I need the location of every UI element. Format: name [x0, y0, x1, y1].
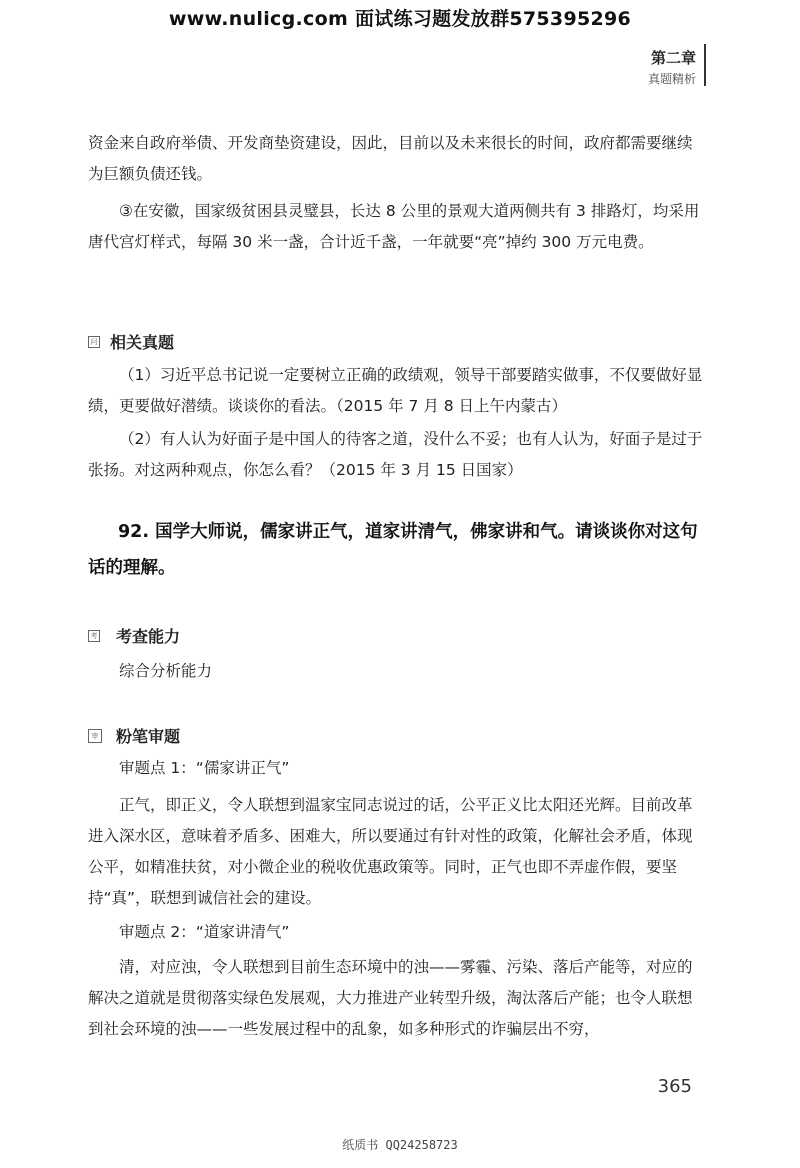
question-icon: 问 — [88, 336, 100, 348]
page-number: 365 — [657, 1076, 692, 1097]
chapter-divider — [704, 44, 706, 86]
question-title: 92. 国学大师说，儒家讲正气，道家讲清气，佛家讲和气。请谈谈你对这句话的理解。 — [88, 522, 698, 578]
related-question-2: （2）有人认为好面子是中国人的待客之道，没什么不妥；也有人认为，好面子是过于张扬。对这两种观点，你怎么看？（2015 年 3 月 15 日国家） — [88, 430, 703, 479]
intro-paragraph-2: ③在安徽，国家级贫困县灵璧县，长达 8 公里的景观大道两侧共有 3 排路灯，均采用唐代宫灯样式，每隔 30 米一盏，合计近千盏，一年就要“亮”掉约 300 万元电费。 — [88, 202, 700, 251]
chapter-title: 第二章 — [650, 49, 696, 67]
ability-value: 综合分析能力 — [119, 662, 213, 680]
review-title: 粉笔审题 — [116, 727, 181, 746]
related-question-1: （1）习近平总书记说一定要树立正确的政绩观，领导干部要踏实做事，不仅要做好显绩，更要做好潜绩。谈谈你的看法。（2015 年 7 月 8 日上午内蒙古） — [88, 366, 703, 415]
review-point-2-body: 清，对应浊，令人联想到目前生态环境中的浊——雾霾、污染、落后产能等，对应的解决之道就是贯彻落实绿色发展观，大力推进产业转型升级，淘汰落后产能；也令人联想到社会环境的浊——一些发展过程中的乱象，如多种形式的诈骗层出不穷， — [88, 958, 693, 1038]
related-title: 相关真题 — [110, 333, 175, 352]
review-point-1-body: 正气，即正义，令人联想到温家宝同志说过的话，公平正义比太阳还光辉。目前改革进入深水区，意味着矛盾多、困难大，所以要通过有针对性的政策，化解社会矛盾，体现公平，如精准扶贫，对小微企业的税收优惠政策等。同时，正气也即不弄虚作假，要坚持“真”，联想到诚信社会的建设。 — [88, 796, 693, 907]
review-section-header — [88, 724, 180, 747]
chapter-label — [648, 48, 696, 88]
chapter-subtitle: 真题精析 — [647, 72, 696, 86]
review-point-2-heading: 审题点 2：“道家讲清气” — [119, 923, 290, 941]
ability-icon: 考 — [88, 630, 100, 642]
watermark-header: www.nulicg.com 面试练习题发放群575395296 — [168, 8, 632, 30]
ability-section-header — [88, 624, 180, 647]
review-point-1-heading: 审题点 1：“儒家讲正气” — [119, 759, 290, 777]
intro-paragraph-1: 资金来自政府举债、开发商垫资建设，因此，目前以及未来很长的时间，政府都需要继续为巨额负债还钱。 — [88, 134, 693, 183]
review-icon: 审 — [88, 729, 102, 743]
related-section-header — [88, 330, 174, 353]
footer-note: 纸质书 QQ24258723 — [342, 1138, 458, 1152]
ability-title: 考查能力 — [116, 627, 181, 646]
